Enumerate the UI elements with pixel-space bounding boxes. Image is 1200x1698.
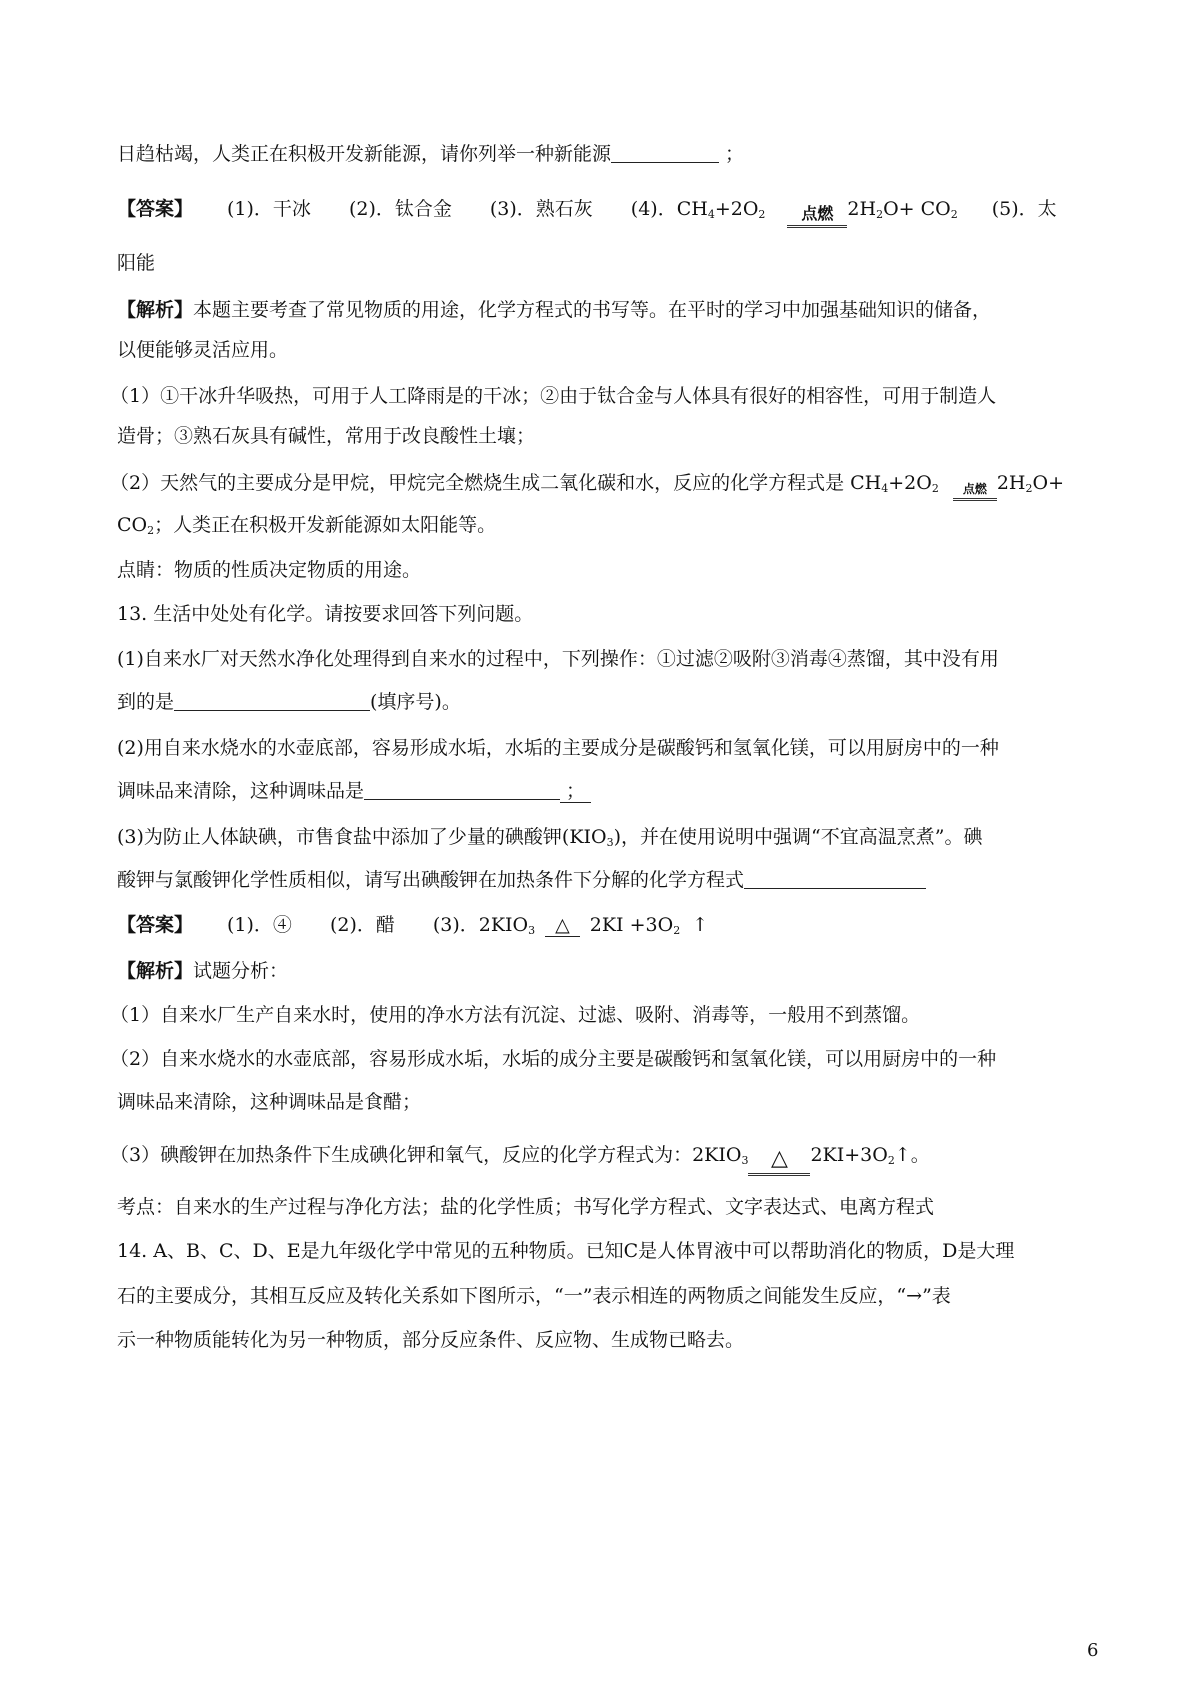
- q12-analysis-p2-line2: $CO_2$；人类正在积极开发新能源如太阳能等。: [117, 514, 497, 537]
- q12-tail-line: [117, 141, 744, 167]
- q13-s3-line2: 酸钾与氯酸钾化学性质相似，请写出碘酸钾在加热条件下分解的化学方程式: [117, 867, 926, 893]
- answer-1: (1)．④: [227, 914, 292, 936]
- q13-analysis-head: 【解析】试题分析：: [117, 960, 289, 982]
- answer-blank: [744, 870, 926, 889]
- condition-mark: 点燃: [953, 483, 997, 501]
- condition-mark: 点燃: [787, 206, 847, 228]
- answer-3-equation: (3)．$2KIO_3$ △ $2KI +3O_2$ ↑: [432, 914, 709, 937]
- q13-s3-line1: (3)为防止人体缺碘，市售食盐中添加了少量的碘酸钾$(KIO_3)$，并在使用说明中强调“不宜高温烹煮”。碘: [117, 826, 983, 849]
- q12-tail-end: ；: [725, 143, 745, 165]
- q14-line2: 石的主要成分，其相互反应及转化关系如下图所示，“一”表示相连的两物质之间能发生反应，“→”表: [117, 1285, 951, 1307]
- answer-blank: [174, 692, 370, 711]
- q13-analysis-p3: （3）碘酸钾在加热条件下生成碘化钾和氧气，反应的化学方程式为：$2KIO_3$ △ $2KI+3O_2↑$。: [110, 1142, 930, 1176]
- answer-2: (2)．醋: [329, 914, 395, 936]
- heat-condition-mark: △: [748, 1148, 810, 1176]
- q13-s1-line2: 到的是 (填序号)。: [117, 691, 461, 713]
- q13-answer-line: [117, 912, 708, 938]
- q12-analysis-line2: 以便能够灵活应用。: [117, 339, 289, 361]
- q12-analysis-line1: 【解析】本题主要考查了常见物质的用途，化学方程式的书写等。在平时的学习中加强基础知识的储备，: [117, 299, 992, 321]
- q14-line3: 示一种物质能转化为另一种物质，部分反应条件、反应物、生成物已略去。: [117, 1329, 745, 1351]
- q13-s2-line2: 调味品来清除，这种调味品是 ；: [117, 778, 591, 804]
- answer-2: (2)．钛合金: [348, 198, 452, 220]
- answer-3: (3)．熟石灰: [489, 198, 593, 220]
- q13-analysis-p1: （1）自来水厂生产自来水时，使用的净水方法有沉淀、过滤、吸附、消毒等，一般用不到蒸馏。: [110, 1004, 921, 1026]
- answer-blank: [611, 144, 719, 163]
- analysis-label: 【解析】: [117, 299, 194, 321]
- answer-label: 【答案】: [117, 914, 194, 936]
- q12-analysis-p1-line2: 造骨；③熟石灰具有碱性，常用于改良酸性土壤；: [117, 425, 536, 447]
- q12-analysis-p2-line1: （2）天然气的主要成分是甲烷，甲烷完全燃烧生成二氧化碳和水，反应的化学方程式是 $CH_4+2O_2$ 点燃 $2H_2O+$: [110, 470, 1064, 501]
- q13-kaodian: 考点：自来水的生产过程与净化方法；盐的化学性质；书写化学方程式、文字表达式、电离方程式: [117, 1196, 935, 1218]
- q12-tail-text: 日趋枯竭，人类正在积极开发新能源，请你列举一种新能源: [117, 143, 612, 165]
- page-number: 6: [1087, 1640, 1099, 1661]
- answer-blank: [364, 781, 560, 800]
- q12-answer-line: [117, 196, 1057, 228]
- q12-analysis-p1-line1: （1）①干冰升华吸热，可用于人工降雨是的干冰；②由于钛合金与人体具有很好的相容性，可用于制造人: [110, 385, 997, 407]
- q12-answer-cont: 阳能: [117, 252, 156, 274]
- answer-label: 【答案】: [117, 198, 194, 220]
- answer-4-equation: (4)．$CH_4+2O_2$ 点燃 $2H_2O+ CO_2$: [631, 198, 958, 220]
- q13-title: 13. 生活中处处有化学。请按要求回答下列问题。: [117, 603, 534, 625]
- answer-5: (5)．太: [991, 198, 1057, 220]
- q13-s1-line1: (1)自来水厂对天然水净化处理得到自来水的过程中，下列操作：①过滤②吸附③消毒④蒸馏，其中没有用: [117, 648, 999, 670]
- q13-analysis-p2-line1: （2）自来水烧水的水壶底部，容易形成水垢，水垢的成分主要是碳酸钙和氢氧化镁，可以用厨房中的一种: [110, 1048, 997, 1070]
- analysis-label: 【解析】: [117, 960, 194, 982]
- answer-1: (1)．干冰: [227, 198, 311, 220]
- q13-analysis-p2-line2: 调味品来清除，这种调味品是食醋；: [117, 1091, 422, 1113]
- heat-condition-mark: △: [545, 914, 580, 937]
- q12-dianjing: 点睛：物质的性质决定物质的用途。: [117, 559, 422, 581]
- q14-line1: 14. A、B、C、D、E是九年级化学中常见的五种物质。已知C是人体胃液中可以帮助消化的物质，D是大理: [117, 1240, 1015, 1262]
- q13-s2-line1: (2)用自来水烧水的水壶底部，容易形成水垢，水垢的主要成分是碳酸钙和氢氧化镁，可以用厨房中的一种: [117, 737, 999, 759]
